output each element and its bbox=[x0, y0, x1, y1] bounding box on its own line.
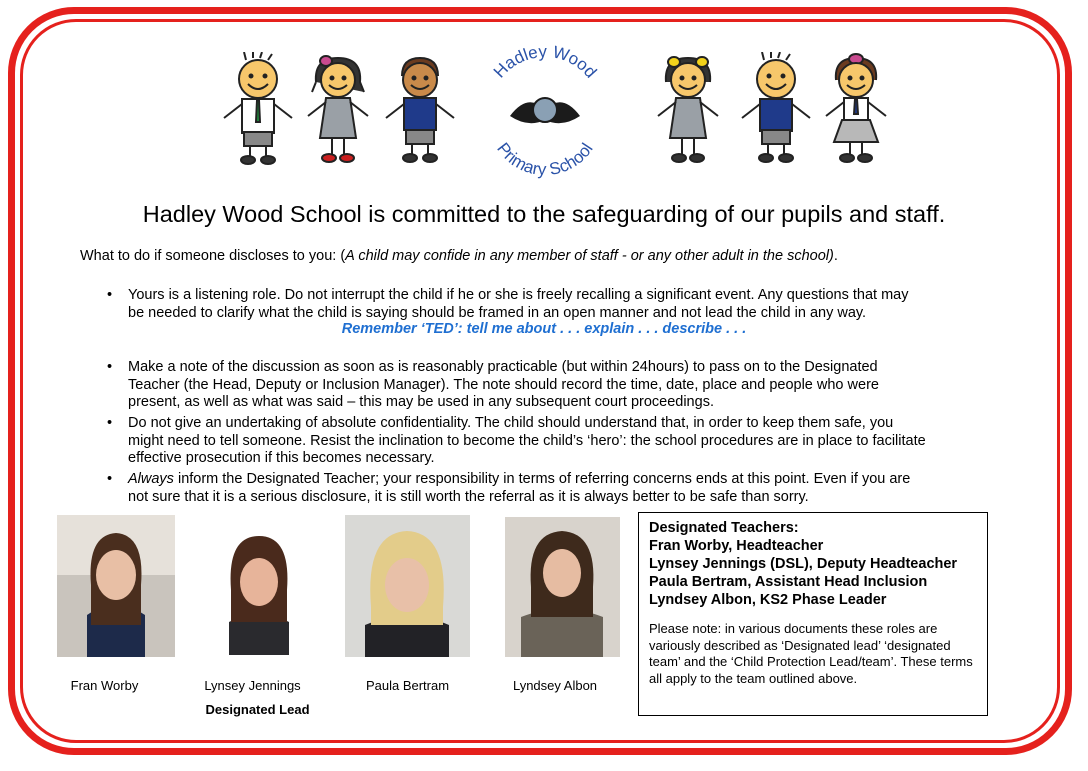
bullet-line: be needed to clarify what the child is saying should be framed in an open manner and not lead the child in any way. bbox=[128, 304, 867, 321]
bullet-line bbox=[128, 471, 910, 489]
intro-italic: A child may confide in any member of staff - or any other adult in the school) bbox=[345, 248, 834, 264]
caption-lyndsey-albon: Lyndsey Albon bbox=[512, 678, 598, 693]
photo-lyndsey-albon bbox=[505, 517, 620, 657]
ted-reminder: Remember ‘TED’: tell me about . . . explain . . . describe . . . bbox=[341, 321, 747, 337]
bullet-inform-teacher bbox=[107, 471, 911, 506]
designated-teachers-heading: Designated Teachers: bbox=[649, 520, 799, 536]
caption-fran-worby: Fran Worby bbox=[70, 678, 139, 693]
bullet-line: Yours is a listening role. Do not interrupt the child if he or she is freely recalling a significant event. Any questions that may bbox=[128, 287, 909, 303]
designated-teacher-line: Paula Bertram, Assistant Head Inclusion bbox=[649, 574, 928, 590]
page-title: Hadley Wood School is committed to the safeguarding of our pupils and staff. bbox=[142, 201, 946, 227]
photo-paula-bertram bbox=[345, 515, 470, 657]
bullet-line-rest: inform the Designated Teacher; your responsibility in terms of referring concerns ends at this point. Even if you are bbox=[173, 471, 911, 487]
bullet-line: present, as well as what was said – this may be used in any subsequent court proceedings. bbox=[128, 394, 714, 410]
intro-lead: What to do if someone discloses to you: ( bbox=[80, 248, 346, 264]
designated-teacher-line: Fran Worby, Headteacher bbox=[649, 538, 824, 554]
child-illustration-girl-grey-dress-2 bbox=[648, 52, 728, 167]
child-illustration-boy-blue-jumper-2 bbox=[736, 52, 816, 167]
bullet-dot: • bbox=[107, 471, 113, 487]
bullet-dot: • bbox=[107, 415, 113, 431]
bullet-dot: • bbox=[107, 287, 113, 303]
child-illustration-girl-white-blouse bbox=[816, 52, 896, 167]
bullet-line: effective prosecution if this becomes necessary. bbox=[128, 450, 435, 466]
bullet-confidentiality bbox=[107, 415, 926, 468]
bullet-line: Teacher (the Head, Deputy or Inclusion Manager). The note should record the time, date, place and people who were bbox=[128, 376, 879, 393]
acorn-leaves-icon bbox=[510, 98, 580, 123]
school-logo bbox=[470, 40, 620, 180]
bullet-line: Make a note of the discussion as soon as is reasonably practicable (but within 24hours) to pass on to the Designated bbox=[128, 359, 878, 375]
designated-roles-note: Please note: in various documents these roles are variously described as ‘Designated lead’ ‘designated team’ and the ‘Child Protection Lead/team’. These terms all apply to the team outlined above. bbox=[649, 621, 973, 686]
child-illustration-girl-grey-dress bbox=[298, 52, 378, 167]
bullet-make-note bbox=[107, 359, 879, 412]
child-illustration-boy-white-shirt bbox=[218, 52, 298, 167]
designated-teacher-line: Lynsey Jennings (DSL), Deputy Headteacher bbox=[649, 556, 958, 572]
bullet-italic: Always bbox=[128, 471, 174, 487]
svg-text:Hadley Wood: Hadley Wood bbox=[489, 41, 601, 82]
designated-teacher-line: Lyndsey Albon, KS2 Phase Leader bbox=[649, 592, 887, 608]
svg-text:Primary School: Primary School bbox=[493, 139, 597, 180]
intro-text bbox=[80, 246, 838, 266]
designated-teachers-box bbox=[638, 512, 988, 716]
bullet-line: Do not give an undertaking of absolute confidentiality. The child should understand that, in order to keep them safe, you bbox=[128, 415, 894, 431]
bullet-dot: • bbox=[107, 359, 113, 375]
child-illustration-boy-blue-jumper bbox=[380, 52, 460, 167]
photo-fran-worby bbox=[57, 515, 175, 657]
bullet-listening-role bbox=[107, 287, 909, 322]
caption-designated-lead: Designated Lead bbox=[205, 702, 310, 717]
bullet-line: not sure that it is a serious disclosure, it is still worth the referral as it is always better to be safe than sorry. bbox=[128, 488, 809, 505]
bullet-line: might need to tell someone. Resist the inclination to become the child’s ‘hero’: the school procedures are in place to facilitate bbox=[128, 432, 926, 449]
caption-lynsey-jennings: Lynsey Jennings bbox=[204, 678, 301, 693]
intro-end: . bbox=[833, 248, 838, 264]
caption-paula-bertram: Paula Bertram bbox=[365, 678, 450, 693]
photo-lynsey-jennings bbox=[215, 530, 303, 655]
